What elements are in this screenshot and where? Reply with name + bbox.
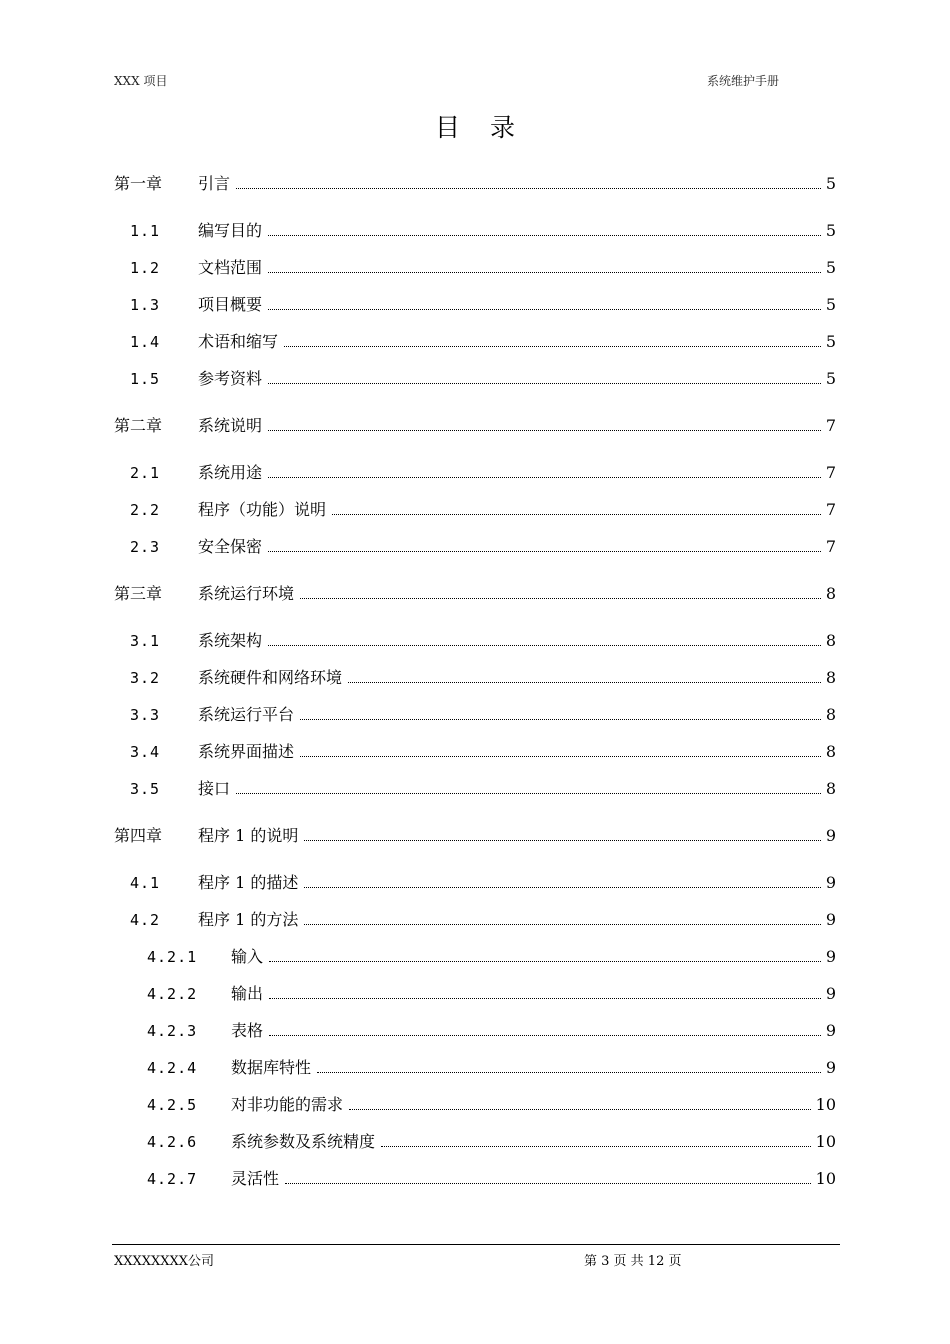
toc-page-number: 7	[825, 463, 836, 482]
toc-label: 输出	[231, 984, 264, 1003]
toc-label: 系统说明	[198, 416, 263, 435]
toc-leader-dots	[285, 1183, 811, 1184]
toc-entry[interactable]	[198, 257, 836, 279]
toc-number: 1.2	[130, 259, 161, 277]
toc-number: 2.3	[130, 538, 161, 556]
toc-label: 程序 1 的描述	[198, 873, 299, 892]
toc-entry[interactable]	[231, 1131, 836, 1153]
toc-entry[interactable]	[231, 983, 836, 1005]
toc-leader-dots	[269, 998, 821, 999]
toc-entry[interactable]	[198, 825, 836, 847]
toc-leader-dots	[236, 188, 821, 189]
toc-leader-dots	[268, 430, 821, 431]
toc-label: 系统参数及系统精度	[231, 1132, 376, 1151]
toc-entry[interactable]	[198, 462, 836, 484]
toc-label: 术语和缩写	[198, 332, 279, 351]
toc-label: 项目概要	[198, 295, 263, 314]
toc-leader-dots	[300, 598, 821, 599]
toc-entry[interactable]	[198, 536, 836, 558]
toc-page-number: 7	[825, 416, 836, 435]
toc-label: 编写目的	[198, 221, 263, 240]
toc-leader-dots	[332, 514, 821, 515]
toc-entry[interactable]	[198, 583, 836, 605]
toc-number: 4.1	[130, 874, 161, 892]
toc-page-number: 5	[825, 221, 836, 240]
toc-leader-dots	[304, 840, 820, 841]
toc-page-number: 9	[825, 873, 836, 892]
toc-page-number: 9	[825, 1058, 836, 1077]
toc-number: 1.1	[130, 222, 161, 240]
toc-entry[interactable]	[198, 499, 836, 521]
toc-label: 安全保密	[198, 537, 263, 556]
toc-leader-dots	[268, 551, 821, 552]
toc-label: 输入	[231, 947, 264, 966]
toc-number: 1.5	[130, 370, 161, 388]
toc-page-number: 5	[825, 369, 836, 388]
toc-number: 第四章	[114, 826, 163, 845]
toc-number: 1.3	[130, 296, 161, 314]
toc-entry[interactable]	[198, 778, 836, 800]
toc-entry[interactable]	[198, 630, 836, 652]
toc-leader-dots	[269, 961, 821, 962]
toc-page-number: 5	[825, 174, 836, 193]
toc-entry[interactable]	[198, 173, 836, 195]
footer-company: XXXXXXXX公司	[114, 1254, 215, 1269]
toc-entry[interactable]	[198, 704, 836, 726]
toc-page-number: 8	[825, 584, 836, 603]
toc-leader-dots	[268, 309, 821, 310]
toc-entry[interactable]	[198, 331, 836, 353]
toc-label: 数据库特性	[231, 1058, 312, 1077]
toc-page-number: 8	[825, 631, 836, 650]
toc-number: 4.2.4	[147, 1059, 198, 1077]
toc-entry[interactable]	[198, 872, 836, 894]
toc-page-number: 9	[825, 1021, 836, 1040]
toc-page-number: 9	[825, 910, 836, 929]
toc-page-number: 7	[825, 500, 836, 519]
footer-divider	[112, 1244, 840, 1245]
toc-number: 4.2.1	[147, 948, 198, 966]
toc-label: 系统界面描述	[198, 742, 295, 761]
toc-entry[interactable]	[231, 1057, 836, 1079]
toc-entry[interactable]	[198, 909, 836, 931]
toc-page-number: 7	[825, 537, 836, 556]
toc-page-number: 10	[815, 1132, 836, 1151]
toc-entry[interactable]	[198, 368, 836, 390]
toc-number: 2.2	[130, 501, 161, 519]
toc-page-number: 10	[815, 1095, 836, 1114]
footer-page-info: 第 3 页 共 12 页	[584, 1254, 682, 1269]
toc-leader-dots	[268, 272, 821, 273]
header-doc-title: 系统维护手册	[707, 74, 780, 88]
toc-label: 程序 1 的说明	[198, 826, 299, 845]
toc-label: 系统运行平台	[198, 705, 295, 724]
toc-entry[interactable]	[231, 946, 836, 968]
toc-entry[interactable]	[198, 220, 836, 242]
toc-label: 系统硬件和网络环境	[198, 668, 343, 687]
toc-label: 系统运行环境	[198, 584, 295, 603]
toc-page-number: 10	[815, 1169, 836, 1188]
toc-leader-dots	[268, 477, 821, 478]
toc-leader-dots	[304, 887, 820, 888]
page-title: 目录	[434, 113, 545, 142]
toc-page-number: 9	[825, 984, 836, 1003]
toc-leader-dots	[236, 793, 821, 794]
toc-entry[interactable]	[231, 1094, 836, 1116]
toc-label: 程序（功能）说明	[198, 500, 327, 519]
toc-leader-dots	[300, 719, 821, 720]
toc-number: 3.2	[130, 669, 161, 687]
toc-leader-dots	[349, 1109, 811, 1110]
toc-label: 文档范围	[198, 258, 263, 277]
toc-entry[interactable]	[231, 1168, 836, 1190]
header-project-name: XXX 项目	[114, 74, 168, 88]
toc-number: 3.3	[130, 706, 161, 724]
toc-number: 4.2.7	[147, 1170, 198, 1188]
toc-leader-dots	[268, 235, 821, 236]
toc-leader-dots	[284, 346, 821, 347]
toc-number: 4.2.3	[147, 1022, 198, 1040]
toc-leader-dots	[317, 1072, 821, 1073]
toc-number: 4.2.5	[147, 1096, 198, 1114]
toc-number: 3.5	[130, 780, 161, 798]
toc-leader-dots	[304, 924, 820, 925]
toc-number: 2.1	[130, 464, 161, 482]
toc-entry[interactable]	[198, 415, 836, 437]
toc-label: 对非功能的需求	[231, 1095, 344, 1114]
toc-number: 3.4	[130, 743, 161, 761]
toc-number: 3.1	[130, 632, 161, 650]
toc-page-number: 8	[825, 668, 836, 687]
toc-leader-dots	[268, 383, 821, 384]
toc-number: 4.2	[130, 911, 161, 929]
toc-number: 4.2.2	[147, 985, 198, 1003]
toc-entry[interactable]	[231, 1020, 836, 1042]
toc-leader-dots	[269, 1035, 821, 1036]
toc-label: 灵活性	[231, 1169, 280, 1188]
toc-label: 系统架构	[198, 631, 263, 650]
toc-page-number: 9	[825, 947, 836, 966]
toc-label: 引言	[198, 174, 231, 193]
toc-label: 接口	[198, 779, 231, 798]
toc-number: 第一章	[114, 174, 163, 193]
toc-entry[interactable]	[198, 294, 836, 316]
toc-page-number: 5	[825, 332, 836, 351]
toc-label: 程序 1 的方法	[198, 910, 299, 929]
toc-number: 第二章	[114, 416, 163, 435]
toc-page-number: 8	[825, 742, 836, 761]
toc-leader-dots	[300, 756, 821, 757]
toc-entry[interactable]	[198, 667, 836, 689]
toc-label: 表格	[231, 1021, 264, 1040]
toc-leader-dots	[348, 682, 821, 683]
toc-leader-dots	[381, 1146, 811, 1147]
toc-label: 系统用途	[198, 463, 263, 482]
toc-page-number: 5	[825, 295, 836, 314]
toc-entry[interactable]	[198, 741, 836, 763]
toc-label: 参考资料	[198, 369, 263, 388]
toc-page-number: 5	[825, 258, 836, 277]
toc-page-number: 8	[825, 705, 836, 724]
toc-leader-dots	[268, 645, 821, 646]
toc-number: 第三章	[114, 584, 163, 603]
toc-page-number: 8	[825, 779, 836, 798]
toc-page-number: 9	[825, 826, 836, 845]
toc-number: 4.2.6	[147, 1133, 198, 1151]
toc-number: 1.4	[130, 333, 161, 351]
